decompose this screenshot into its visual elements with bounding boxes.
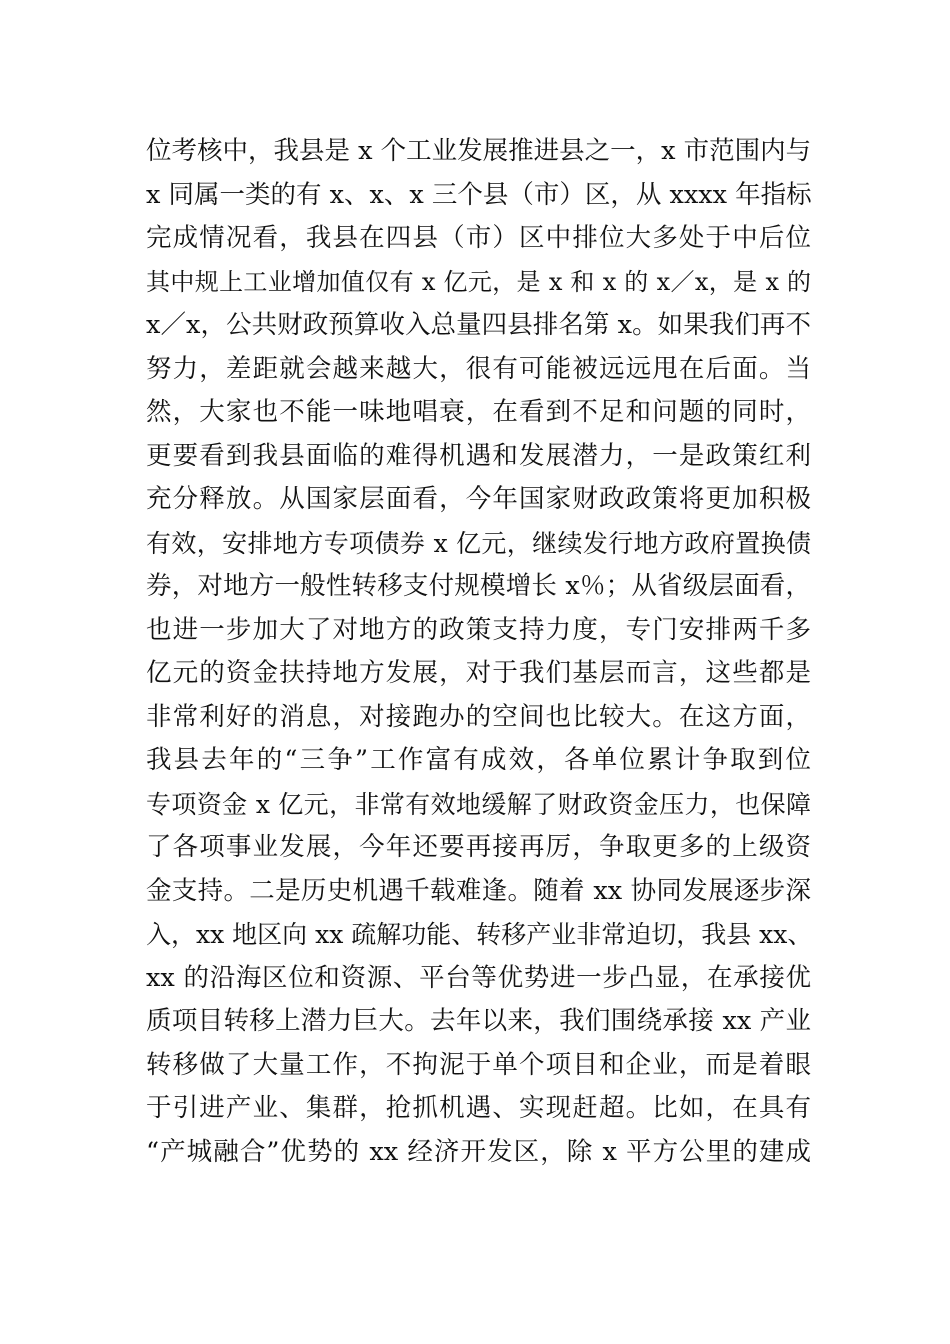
text-line-3: 完成情况看，我县在四县（市）区中排位大多处于中后位 xyxy=(146,223,811,253)
text-line-2: x 同属一类的有 x、x、x 三个县（市）区，从 xxxx 年指标 xyxy=(146,179,812,210)
text-line-20: xx 的沿海区位和资源、平台等优势进一步凸显，在承接优 xyxy=(146,962,811,993)
text-line-24: “产城融合”优势的 xx 经济开发区，除 x 平方公里的建成 xyxy=(146,1136,811,1167)
text-line-15: 我县去年的“三争”工作富有成效，各单位累计争取到位 xyxy=(146,745,811,775)
text-line-4: 其中规上工业增加值仅有 x 亿元，是 x 和 x 的 x／x，是 x 的 xyxy=(146,267,811,296)
text-line-12: 也进一步加大了对地方的政策支持力度，专门安排两千多 xyxy=(146,614,811,645)
text-line-19: 入，xx 地区向 xx 疏解功能、转移产业非常迫切，我县 xx、 xyxy=(146,920,813,949)
text-line-13: 亿元的资金扶持地方发展，对于我们基层而言，这些都是 xyxy=(146,658,811,688)
text-line-17: 了各项事业发展，今年还要再接再厉，争取更多的上级资 xyxy=(146,832,811,862)
body-text xyxy=(146,130,811,1174)
text-line-16: 专项资金 x 亿元，非常有效地缓解了财政资金压力，也保障 xyxy=(146,789,811,819)
text-line-5: x／x，公共财政预算收入总量四县排名第 x。如果我们再不 xyxy=(146,310,811,340)
text-line-7: 然，大家也不能一味地唱衰，在看到不足和问题的同时， xyxy=(146,397,811,427)
text-line-22: 转移做了大量工作，不拘泥于单个项目和企业，而是着眼 xyxy=(146,1049,811,1080)
text-line-10: 有效，安排地方专项债券 x 亿元，继续发行地方政府置换债 xyxy=(146,528,811,558)
text-line-1: 位考核中，我县是 x 个工业发展推进县之一，x 市范围内与 xyxy=(146,136,812,166)
text-line-18: 金支持。二是历史机遇千载难逢。随着 xx 协同发展逐步深 xyxy=(146,875,811,906)
text-line-8: 更要看到我县面临的难得机遇和发展潜力，一是政策红利 xyxy=(146,440,811,471)
text-line-21: 质项目转移上潜力巨大。去年以来，我们围绕承接 xx 产业 xyxy=(146,1006,811,1036)
text-line-11: 券，对地方一般性转移支付规模增长 x％；从省级层面看， xyxy=(146,571,811,601)
text-line-14: 非常利好的消息，对接跑办的空间也比较大。在这方面， xyxy=(146,701,811,732)
text-line-6: 努力，差距就会越来越大，很有可能被远远甩在后面。当 xyxy=(146,353,811,384)
text-line-23: 于引进产业、集群，抢抓机遇、实现赶超。比如，在具有 xyxy=(146,1093,811,1123)
text-line-9: 充分释放。从国家层面看，今年国家财政政策将更加积极 xyxy=(146,484,811,514)
